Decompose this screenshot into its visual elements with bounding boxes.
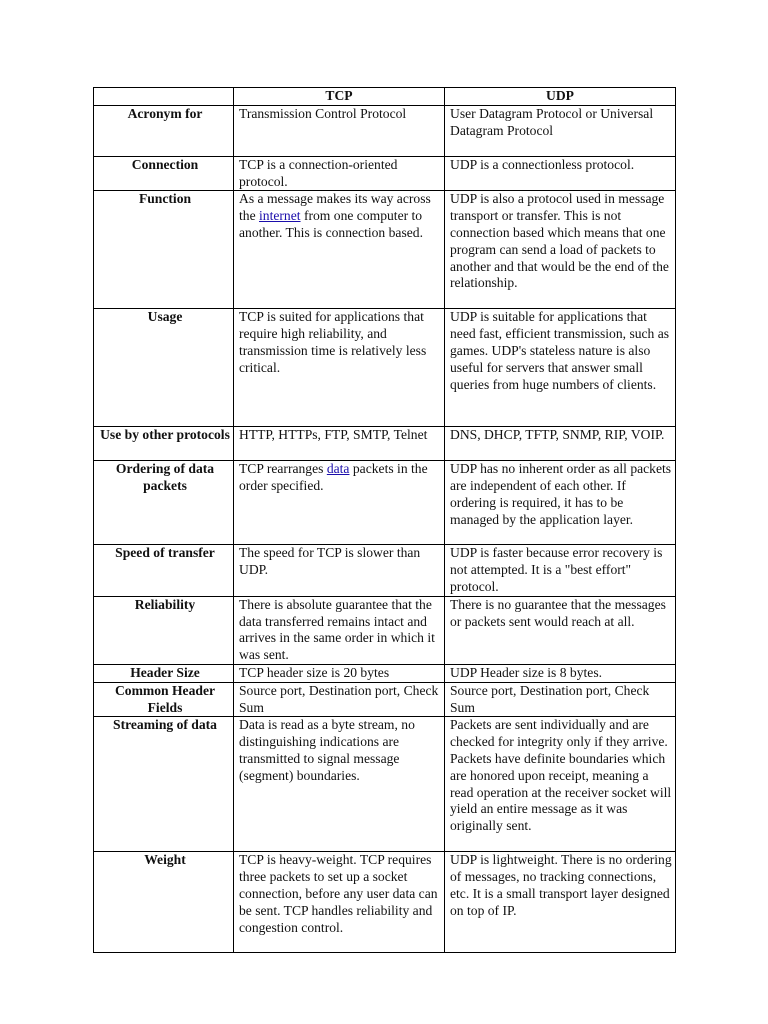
row-label: Weight bbox=[94, 852, 234, 953]
row-label: Usage bbox=[94, 309, 234, 427]
row-label: Function bbox=[94, 191, 234, 309]
header-udp: UDP bbox=[445, 88, 676, 106]
udp-cell: Packets are sent individually and are checked for integrity only if they arrive. Packets have definite boundaries which are honored upon receipt, meaning a read operation at the receiver socket will yield an entire message as it was originally sent. bbox=[445, 717, 676, 852]
row-label: Ordering of data packets bbox=[94, 461, 234, 545]
tcp-text-after: packets in the order specified. bbox=[239, 461, 428, 494]
table-row bbox=[94, 545, 676, 596]
udp-cell: There is no guarantee that the messages or packets sent would reach at all. bbox=[445, 596, 676, 664]
tcp-cell: Transmission Control Protocol bbox=[234, 105, 445, 156]
tcp-cell: TCP is suited for applications that require high reliability, and transmission time is relatively less critical. bbox=[234, 309, 445, 427]
row-label: Header Size bbox=[94, 664, 234, 682]
udp-cell: UDP has no inherent order as all packets are independent of each other. If ordering is required, it has to be managed by the application layer. bbox=[445, 461, 676, 545]
table-header-row bbox=[94, 88, 676, 106]
udp-cell: Source port, Destination port, Check Sum bbox=[445, 682, 676, 717]
row-label: Common Header Fields bbox=[94, 682, 234, 717]
tcp-cell: HTTP, HTTPs, FTP, SMTP, Telnet bbox=[234, 427, 445, 461]
tcp-text-before: As a message makes its way across the bbox=[239, 191, 431, 224]
udp-cell: UDP is suitable for applications that need fast, efficient transmission, such as games. UDP's stateless nature is also useful for servers that answer small queries from huge numbers of clients. bbox=[445, 309, 676, 427]
table-row bbox=[94, 664, 676, 682]
tcp-cell: Source port, Destination port, Check Sum bbox=[234, 682, 445, 717]
tcp-cell: TCP is a connection-oriented protocol. bbox=[234, 156, 445, 191]
tcp-cell bbox=[234, 191, 445, 309]
table-row bbox=[94, 156, 676, 191]
tcp-cell: Data is read as a byte stream, no distinguishing indications are transmitted to signal message (segment) boundaries. bbox=[234, 717, 445, 852]
udp-cell: DNS, DHCP, TFTP, SNMP, RIP, VOIP. bbox=[445, 427, 676, 461]
tcp-text-before: TCP rearranges bbox=[239, 461, 327, 477]
tcp-cell: The speed for TCP is slower than UDP. bbox=[234, 545, 445, 596]
row-label: Acronym for bbox=[94, 105, 234, 156]
row-label: Use by other protocols bbox=[94, 427, 234, 461]
table-row bbox=[94, 596, 676, 664]
table-row bbox=[94, 309, 676, 427]
tcp-text-after: from one computer to another. This is connection based. bbox=[239, 208, 423, 240]
row-label: Streaming of data bbox=[94, 717, 234, 852]
table-row bbox=[94, 427, 676, 461]
udp-cell: UDP Header size is 8 bytes. bbox=[445, 664, 676, 682]
udp-cell: User Datagram Protocol or Universal Datagram Protocol bbox=[445, 105, 676, 156]
internet-link[interactable]: internet bbox=[259, 208, 301, 224]
table-row bbox=[94, 191, 676, 309]
udp-cell: UDP is also a protocol used in message transport or transfer. This is not connection based which means that one program can send a load of packets to another and that would be the end of the relationship. bbox=[445, 191, 676, 309]
tcp-cell: TCP is heavy-weight. TCP requires three packets to set up a socket connection, before any user data can be sent. TCP handles reliability and congestion control. bbox=[234, 852, 445, 953]
row-label: Reliability bbox=[94, 596, 234, 664]
table-row bbox=[94, 717, 676, 852]
tcp-cell: TCP header size is 20 bytes bbox=[234, 664, 445, 682]
table-row bbox=[94, 105, 676, 156]
tcp-cell bbox=[234, 461, 445, 545]
table-row bbox=[94, 852, 676, 953]
data-link[interactable]: data bbox=[326, 461, 350, 477]
header-tcp: TCP bbox=[234, 88, 445, 106]
tcp-udp-comparison-table bbox=[93, 87, 676, 953]
table-row bbox=[94, 461, 676, 545]
row-label: Speed of transfer bbox=[94, 545, 234, 596]
header-blank bbox=[94, 88, 234, 106]
udp-cell: UDP is faster because error recovery is not attempted. It is a "best effort" protocol. bbox=[445, 545, 676, 596]
table-row bbox=[94, 682, 676, 717]
row-label: Connection bbox=[94, 156, 234, 191]
udp-cell: UDP is a connectionless protocol. bbox=[445, 156, 676, 191]
tcp-cell: There is absolute guarantee that the data transferred remains intact and arrives in the same order in which it was sent. bbox=[234, 596, 445, 664]
udp-cell: UDP is lightweight. There is no ordering of messages, no tracking connections, etc. It is a small transport layer designed on top of IP. bbox=[445, 852, 676, 953]
